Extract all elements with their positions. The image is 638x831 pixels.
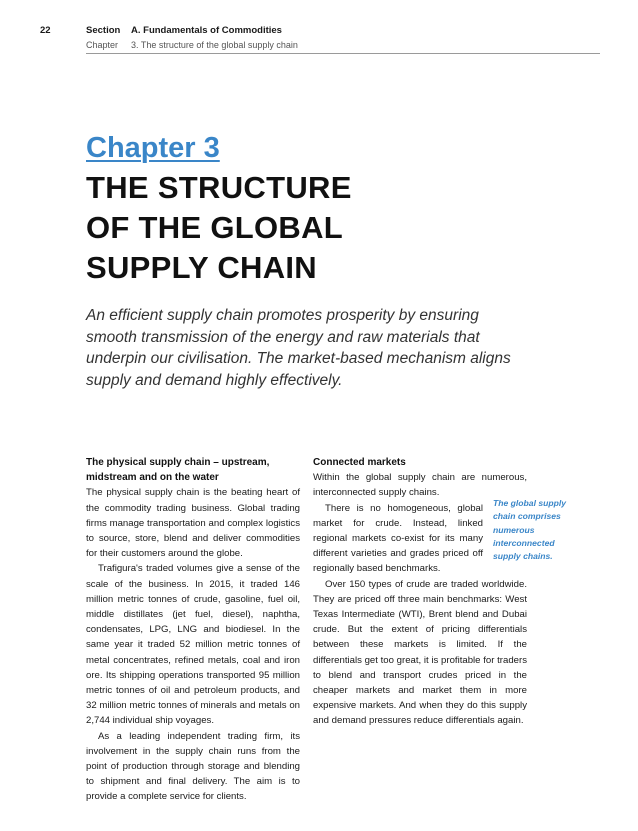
paragraph: The physical supply chain is the beating heart of the commodity trading business. Global trading firms manage transportation and complex logistics to source, store, blend and deliver commodities for their customers around the globe. xyxy=(86,487,300,560)
paragraph: There is no homogeneous, global market for crude. Instead, linked regional markets co-exist for its many different varieties and grades priced off regionally based benchmarks. xyxy=(313,502,483,575)
chapter-title-line: OF THE GLOBAL xyxy=(86,210,344,245)
chapter-title-line: SUPPLY CHAIN xyxy=(86,250,317,285)
column-left xyxy=(86,455,300,805)
chapter-title xyxy=(86,168,506,288)
section-heading: The physical supply chain – upstream, midstream and on the water xyxy=(86,457,270,484)
section-label: Section xyxy=(86,25,121,36)
page-header xyxy=(0,0,638,60)
section-heading: Connected markets xyxy=(313,457,406,468)
section-value: A. Fundamentals of Commodities xyxy=(131,25,282,36)
chapter-number-link[interactable]: Chapter 3 xyxy=(86,132,220,164)
paragraph: As a leading independent trading firm, its involvement in the supply chain runs from the point of production through storage and blending to shipment and final delivery. The aim is to provide a complete service for clients. xyxy=(86,730,300,803)
header-divider xyxy=(86,53,600,54)
paragraph: Trafigura's traded volumes give a sense of the scale of the business. In 2015, it traded 146 million metric tonnes of crude, gasoline, fuel oil, middle distillates (jet fuel, diesel), naphtha, condensates, LPG, LNG and biodiesel. In the same year it traded 52 million metric tonnes of metal concentrates, refined metals, coal and iron ore. Its shipping operations transported 95 million metric tonnes of oil and petroleum products, and 32 million metric tonnes of minerals and metals on 2,744 individual ship voyages. xyxy=(86,563,300,727)
paragraph: Within the global supply chain are numerous, interconnected supply chains. xyxy=(313,472,527,499)
pull-quote: The global supply chain comprises numerous interconnected supply chains. xyxy=(493,498,567,562)
chapter-intro: An efficient supply chain promotes prosperity by ensuring smooth transmission of the energy and raw materials that underpin our civilisation. The market-based mechanism aligns supply and demand highly effectively. xyxy=(86,307,511,389)
paragraph: Over 150 types of crude are traded worldwide. They are priced off three main benchmarks: West Texas Intermediate (WTI), Brent blend and Dubai crude. But the extent of pricing differentials between these markets is limited. If the differentials get too great, it is profitable for traders to blend and transport crudes priced in the cheaper markets and market them in more expensive markets. And when they do this supply and demand pressures reduce differentials again. xyxy=(313,578,527,727)
chapter-title-line: THE STRUCTURE xyxy=(86,170,352,205)
page-number: 22 xyxy=(40,25,51,36)
chapter-label: Chapter xyxy=(86,40,119,50)
chapter-value: 3. The structure of the global supply chain xyxy=(131,40,298,50)
